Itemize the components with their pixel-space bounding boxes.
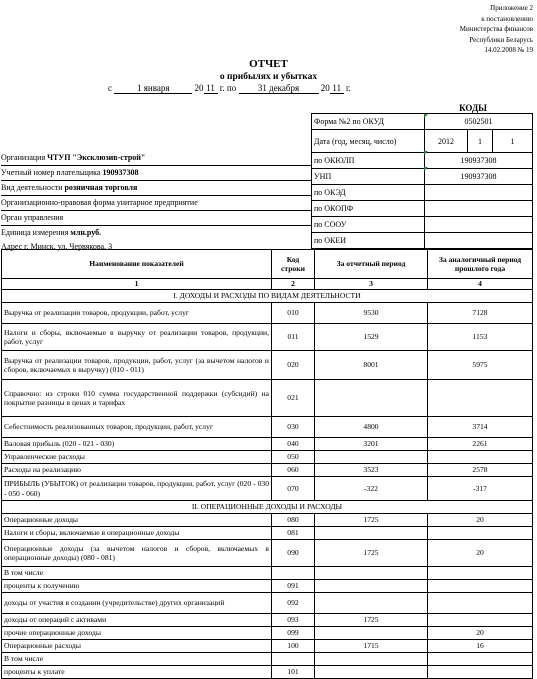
codes-label: по ОКОПФ [312,201,425,217]
codes-label: Форма №2 по ОКУД [312,114,425,130]
row-previous-value [428,380,533,417]
appendix-line: Приложение 2 [490,4,533,12]
appendix-line: Министерства финансов [459,25,533,33]
row-current-value: 4800 [315,417,428,438]
row-previous-value: 7128 [428,303,533,324]
row-code: 100 [272,640,315,653]
codes-label: по ОКЮЛП [312,153,425,169]
row-current-value [315,527,428,540]
row-current-value: 3201 [315,438,428,451]
codes-row [312,217,533,233]
period-to-date: 31 декабря [239,83,319,94]
row-name: Справочно: из строки 010 сумма государственной поддержки (субсидий) на покрытие разницы в ценах и тарифах [2,380,272,417]
org-legal-form-line: Организационно-правовая форма унитарное предприятие [1,198,198,207]
cell-marker-icon [424,151,428,155]
column-header: Наименование показателей [2,250,272,279]
row-previous-value: 20 [428,627,533,640]
row-code: 020 [272,351,315,380]
row-previous-value [428,593,533,614]
appendix-line: Республики Беларусь [469,35,533,44]
table-row [2,464,533,477]
table-row [2,324,533,351]
row-current-value: 8001 [315,351,428,380]
period-from-date: 1 января [114,83,192,94]
row-current-value [315,567,428,580]
codes-label: Дата (год, месяц, число) [312,130,425,153]
row-name: Операционные расходы [2,640,272,653]
org-value: розничная торговля [64,183,138,192]
section-header-row [2,290,533,303]
row-code: 040 [272,438,315,451]
section-header-row [2,501,533,514]
divider [1,225,311,226]
period-end: г. [346,83,351,93]
codes-row [312,185,533,201]
column-number: 2 [272,279,315,290]
date-year: 2012 [425,130,468,153]
appendix-note [383,3,533,56]
row-name: Управленческие расходы [2,451,272,464]
row-current-value [315,593,428,614]
appendix-line: к постановлению [481,14,533,23]
divider [1,195,311,196]
row-current-value: 1529 [315,324,428,351]
row-current-value: 1725 [315,614,428,627]
column-number: 1 [2,279,272,290]
org-label: Вид деятельности [1,183,63,192]
period-to-year-prefix: 20 [320,83,330,93]
row-previous-value: 16 [428,640,533,653]
row-previous-value [428,527,533,540]
column-header: За отчетный период [315,250,428,279]
table-header-row [2,250,533,279]
section-title: II. ОПЕРАЦИОННЫЕ ДОХОДЫ И РАСХОДЫ [2,501,533,514]
period-to-label: г. по [219,83,237,93]
table-row [2,580,533,593]
cell-marker-icon [424,167,428,171]
row-previous-value: -317 [428,477,533,501]
org-value: 190937308 [102,168,139,177]
codes-row [312,114,533,130]
period-to-year: 11 [330,83,344,94]
codes-value [425,185,533,201]
row-current-value: 1715 [315,640,428,653]
table-row [2,593,533,614]
row-current-value: 9530 [315,303,428,324]
row-code: 050 [272,451,315,464]
row-code: 092 [272,593,315,614]
row-name: проценты к уплате [2,666,272,679]
table-row [2,527,533,540]
org-label: Адрес [1,242,23,251]
row-code: 010 [272,303,315,324]
row-code: 099 [272,627,315,640]
row-current-value: -322 [315,477,428,501]
row-previous-value [428,666,533,679]
row-code: 011 [272,324,315,351]
column-header: За аналогичный период прошлого года [428,250,533,279]
row-code: 060 [272,464,315,477]
row-previous-value [428,580,533,593]
row-current-value [315,380,428,417]
row-name: Выручка от реализации товаров, продукции, работ, услуг (за вычетом налогов и сборов, включаемых в выручку) (010 - 011) [2,351,272,380]
table-row [2,380,533,417]
codes-label: УНП [312,169,425,185]
codes-label: по СООУ [312,217,425,233]
table-row [2,303,533,324]
cell-marker-icon [424,114,428,118]
column-number: 4 [428,279,533,290]
period-from-year-prefix: 20 [194,83,204,93]
row-code: 080 [272,514,315,527]
report-period [108,83,351,94]
row-current-value: 1725 [315,540,428,567]
codes-label: по ОКЕИ [312,233,425,249]
row-code: 090 [272,540,315,567]
column-header: Код строки [272,250,315,279]
table-row [2,640,533,653]
row-previous-value: 20 [428,540,533,567]
org-value: ЧТУП "Эксклюзив-строй" [47,153,146,162]
codes-row [312,153,533,169]
row-name: В том числе [2,567,272,580]
row-code: 070 [272,477,315,501]
table-row [2,477,533,501]
table-row [2,614,533,627]
codes-value [425,233,533,249]
row-code: 091 [272,580,315,593]
row-name: Операционные доходы [2,514,272,527]
codes-value [425,217,533,233]
row-name: ПРИБЫЛЬ (УБЫТОК) от реализации товаров, продукции, работ, услуг (020 - 030 - 050 - 060) [2,477,272,501]
period-from-year: 11 [204,83,218,94]
codes-value: 190937308 [425,169,533,185]
row-previous-value: 5975 [428,351,533,380]
codes-row [312,233,533,249]
row-code: 021 [272,380,315,417]
org-authority-line: Орган управления [1,213,64,222]
codes-value [425,201,533,217]
row-previous-value: 2578 [428,464,533,477]
row-name: проценты к получению [2,580,272,593]
row-code: 101 [272,666,315,679]
divider [1,210,311,211]
codes-table [311,113,533,249]
org-value: млн.руб. [70,228,102,237]
row-name: Выручка от реализации товаров, продукции, работ, услуг [2,303,272,324]
row-previous-value [428,567,533,580]
row-previous-value: 1153 [428,324,533,351]
row-previous-value [428,614,533,627]
row-previous-value: 3714 [428,417,533,438]
row-previous-value [428,653,533,666]
row-name: Расходы на реализацию [2,464,272,477]
column-number: 3 [315,279,428,290]
row-name: Операционные доходы (за вычетом налогов и сборов, включаемых в операционные доходы) (080 - 081) [2,540,272,567]
codes-row [312,169,533,185]
row-previous-value: 20 [428,514,533,527]
codes-label: по ОКЭД [312,185,425,201]
table-row [2,451,533,464]
row-code: 030 [272,417,315,438]
row-name: Валовая прибыль (020 - 021 - 030) [2,438,272,451]
row-previous-value [428,451,533,464]
row-name: Себестоимость реализованных товаров, продукции, работ, услуг [2,417,272,438]
org-unit-line [1,228,101,237]
table-row [2,351,533,380]
row-current-value [315,627,428,640]
codes-row [312,201,533,217]
table-row [2,514,533,527]
row-code: 093 [272,614,315,627]
appendix-line: 14.02.2008 № 19 [484,46,533,54]
divider [1,180,311,181]
org-label: Учетный номер плательщика [1,168,101,177]
org-label: Единица измерения [1,228,69,237]
table-row [2,627,533,640]
table-row [2,567,533,580]
row-previous-value: 2261 [428,438,533,451]
row-name: Налоги и сборы, включаемые в выручку от реализации товаров, продукции, работ, услуг [2,324,272,351]
org-unp-line [1,168,138,177]
codes-header: КОДЫ [459,103,487,113]
date-day: 1 [493,130,533,153]
org-label: Организация [1,153,46,162]
row-name: доходы от операций с активами [2,614,272,627]
row-code [272,567,315,580]
row-name: доходы от участия в создании (учредительстве) других организаций [2,593,272,614]
table-row [2,653,533,666]
report-subtitle: о прибылях и убытках [219,72,318,82]
table-row [2,438,533,451]
report-title: ОТЧЕТ [249,58,288,70]
row-code [272,653,315,666]
table-row [2,666,533,679]
period-from-label: с [108,83,112,93]
codes-value: 0502501 [425,114,533,130]
row-current-value [315,451,428,464]
date-month: 1 [468,130,493,153]
row-current-value [315,580,428,593]
row-name: В том числе [2,653,272,666]
table-row [2,417,533,438]
income-statement-table [1,249,533,679]
codes-value: 190937308 [425,153,533,169]
org-name-line [1,153,145,162]
column-number-row [2,279,533,290]
section-title: I. ДОХОДЫ И РАСХОДЫ ПО ВИДАМ ДЕЯТЕЛЬНОСТИ [2,290,533,303]
org-activity-line [1,183,137,192]
row-code: 081 [272,527,315,540]
codes-row [312,130,533,153]
row-current-value [315,653,428,666]
row-current-value: 1725 [315,514,428,527]
row-name: прочие операционные доходы [2,627,272,640]
org-value: г. Минск, ул. Червякова, 3 [24,242,113,251]
divider [1,165,311,166]
table-row [2,540,533,567]
row-current-value: 3523 [315,464,428,477]
row-name: Налоги и сборы, включаемые в операционные доходы [2,527,272,540]
row-current-value [315,666,428,679]
